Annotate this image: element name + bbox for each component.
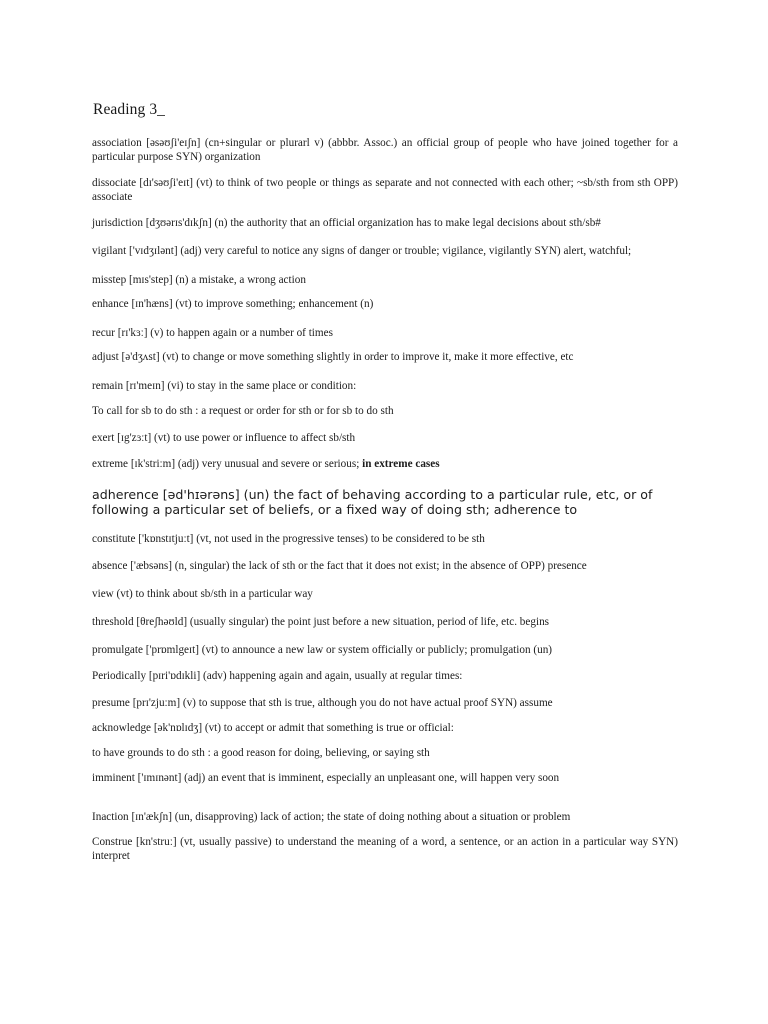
entry-absence: absence ['æbsəns] (n, singular) the lack of sth or the fact that it does not exist; in the absence of OPP) presence xyxy=(92,560,587,572)
entry-vigilant: vigilant ['vɪdʒɪlənt] (adj) very careful to notice any signs of danger or trouble; vigilance, vigilantly SYN) alert, watchful; xyxy=(92,245,632,257)
entry-dissociate: dissociate [dɪ'səʊʃi'eɪt] (vt) to think of two people or things as separate and not connected with each other; ~sb/sth from sth OPP) associate xyxy=(92,177,678,203)
entry-imminent: imminent ['ɪmɪnənt] (adj) an event that is imminent, especially an unpleasant one, will happen very soon xyxy=(92,772,560,784)
document-title: Reading 3_ xyxy=(93,101,166,118)
entry-association: association [əsəʊʃi'eɪʃn] (cn+singular or plurarl v) (abbbr. Assoc.) an official group of people who have joined together for a particular purpose SYN) organization xyxy=(92,137,678,163)
entry-recur: recur [rɪ'kɜː] (v) to happen again or a number of times xyxy=(92,327,333,339)
entry-have-grounds: to have grounds to do sth : a good reason for doing, believing, or saying sth xyxy=(92,747,430,759)
entry-jurisdiction: jurisdiction [dʒʊərɪs'dɪkʃn] (n) the authority that an official organization has to make legal decisions about sth/sb# xyxy=(92,217,601,229)
entry-misstep: misstep [mɪs'step] (n) a mistake, a wrong action xyxy=(92,274,306,286)
entry-threshold: threshold [θreʃhəʊld] (usually singular) the point just before a new situation, period of life, etc. begins xyxy=(92,616,550,628)
bold-phrase: in extreme cases xyxy=(362,458,440,470)
entry-periodically: Periodically [pɪri'ɒdɪkli] (adv) happening again and again, usually at regular times: xyxy=(92,670,463,682)
entry-exert: exert [ɪg'zɜːt] (vt) to use power or influence to affect sb/sth xyxy=(92,432,356,444)
entry-adjust: adjust [ə'dʒʌst] (vt) to change or move something slightly in order to improve it, make it more effective, etc xyxy=(92,351,574,363)
entry-enhance: enhance [ɪn'hæns] (vt) to improve something; enhancement (n) xyxy=(92,298,374,310)
entry-adherence: adherence [əd'hɪərəns] (un) the fact of behaving according to a particular rule, etc, or of following a particular set of beliefs, or a fixed way of doing sth; adherence to xyxy=(92,487,653,517)
entry-inaction: Inaction [ɪn'ækʃn] (un, disapproving) lack of action; the state of doing nothing about a situation or problem xyxy=(92,811,571,823)
entry-remain: remain [rɪ'meɪn] (vi) to stay in the same place or condition: xyxy=(92,380,357,392)
entry-promulgate: promulgate ['prɒmlgeɪt] (vt) to announce a new law or system officially or publicly; promulgation (un) xyxy=(92,644,553,656)
entry-view: view (vt) to think about sb/sth in a particular way xyxy=(92,588,313,600)
entry-construe: Construe [kn'struː] (vt, usually passive) to understand the meaning of a word, a sentence, or an action in a particular way SYN) interpret xyxy=(92,836,678,862)
entry-presume: presume [prɪ'zjuːm] (v) to suppose that sth is true, although you do not have actual proof SYN) assume xyxy=(92,697,553,709)
entry-acknowledge: acknowledge [ək'nɒlɪdʒ] (vt) to accept or admit that something is true or official: xyxy=(92,722,454,734)
entry-extreme: extreme [ɪk'striːm] (adj) very unusual and severe or serious; in extreme cases xyxy=(92,458,440,470)
entry-constitute: constitute ['kɒnstɪtjuːt] (vt, not used in the progressive tenses) to be considered to be sth xyxy=(92,533,485,545)
entry-call-for: To call for sb to do sth : a request or order for sth or for sb to do sth xyxy=(92,405,394,417)
